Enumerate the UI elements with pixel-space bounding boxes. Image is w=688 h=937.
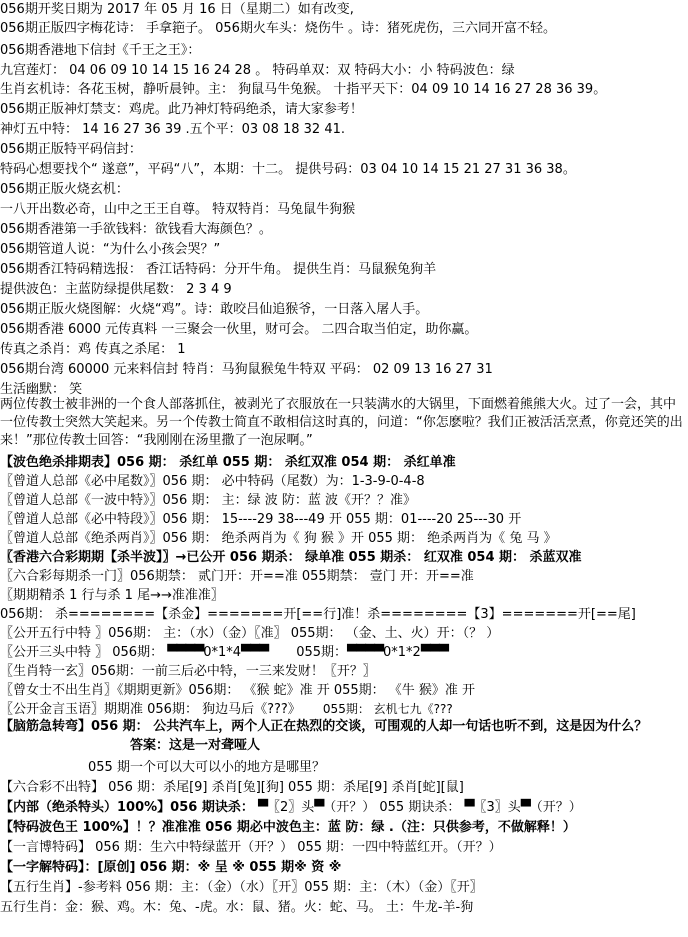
humor-title: 生活幽默： 笑 (0, 382, 83, 397)
three-head-055: 0*1*2 (383, 645, 421, 660)
three-head-055-label: 055期： (296, 645, 348, 660)
block-glyphs: ▀▀▀▀ (167, 645, 204, 660)
humor-story: 两位传教士被非洲的一个食人部落抓住，被剥光了衣服放在一只装满水的大锅里，下面燃着熊熊大火。过了一会，其中一位传教士突然大笑起来。另一个传教士简直不敢相信这时真的，问道：“你怎麽啦？我们正被活活烹煮，你竟还笑的出来！”那位传教士回答：“我刚刚在汤里撒了一泡尿啊。” (0, 397, 683, 448)
fax-kill: 传真之杀肖：鸡 传真之杀尾： 1 (0, 342, 186, 357)
nine-palace-lamp: 九宫莲灯： 04 06 09 10 14 15 16 24 28 。 特码单双：双 特码大小：小 特码波色：绿 (0, 63, 515, 78)
kill-one-gate: 〖六合彩每期杀一门〗056期禁： 贰门开：开==准 055期禁： 壹门 开：开==准 (0, 569, 474, 584)
divine-lamp-five: 神灯五中特： 14 16 27 36 39 .五个平：03 08 18 32 41. (0, 122, 346, 137)
golden-words-056: 〖公开金言玉语〗期期准 056期： 狗边马后《???》 (0, 702, 301, 717)
block-icon: ▀ (257, 800, 267, 815)
no-special: 【六合彩不出特】 056 期：杀尾[9] 杀肖[兔][狗] 055 期：杀尾[9] 杀肖[蛇][鼠] (0, 780, 464, 795)
wave-kill-schedule: 【波色绝杀排期表】056 期： 杀红单 055 期： 杀红双准 054 期： 杀红单准 (0, 455, 456, 470)
special-code-wish: 特码心想要找个“ 遂意”，平码“八”，本期：十二。 提供号码：03 04 10 14 15 21 27 31 36 38。 (0, 162, 576, 177)
one-eight-verse: 一八开出数必奇，山中之王王自尊。 特双特肖：马兔鼠牛狗猴 (0, 202, 356, 217)
special-flat-letter: 056期正版特平码信封： (0, 142, 142, 157)
xiangjiang-report: 056期香江特码精选报： 香江话特码：分开牛角。 提供生肖：马鼠猴兔狗羊 (0, 262, 437, 277)
zeng-says: 056期管道人说：“为什么小孩会哭？” (0, 242, 221, 257)
five-element-list: 五行生肖：金：猴、鸡。木：兔、-虎。水：鼠、猪。火：蛇、马。 土：牛龙-羊-狗 (0, 900, 474, 915)
golden-words (0, 700, 688, 719)
kill-metal-row: 056期： 杀========【杀金】=======开[==行]准！杀========【3】=======开[==尾] (0, 607, 636, 622)
wave-king: 【特码波色王 100%】！？准准准 056 期必中波色主：蓝 防：绿 .（注：只供参考，不做解释！） (0, 820, 576, 835)
hk-6000-fax: 056期香港 6000 元传真料 一三聚会一伙里，财可会。 二四合取当伯定，助你赢。 (0, 322, 478, 337)
ms-zeng-zodiac: 〖曾女士不出生肖〗《期期更新》056期： 《猴 蛇》准 开 055期： 《牛 猴》准 开 (0, 683, 476, 698)
four-char-poem: 056期正版四字梅花诗： 手拿筢子。 056期火车头：烧伤牛 。诗：猪死虎伤，三六同开富不轻。 (0, 21, 557, 36)
three-head (0, 643, 688, 662)
internal-kill-end: （开？） (529, 800, 582, 815)
block-glyphs: ▀▀▀▀ (347, 645, 384, 660)
golden-words-055: 055期： 玄机七九《??? (322, 702, 453, 716)
fire-mystery: 056期正版火烧玄机： (0, 182, 129, 197)
zodiac-mystery-poem: 生肖玄机诗：各花玉树，静听晨钟。主： 狗鼠马牛兔猴。 十指平天下：04 09 10 14 16 27 28 36 39。 (0, 82, 607, 97)
kill-two-zodiac: 〖曾道人总部《绝杀两肖》〗056 期： 绝杀两肖为《 狗 猴 》开 055 期： 绝杀两肖为《 兔 马 》 (0, 531, 557, 546)
precise-kill-title: 〖期期精杀 1 行与杀 1 尾→→准准准〗 (0, 588, 224, 603)
zodiac-one-mystery: 〖生肖特一玄〗056期：一前三后必中特，一三来发财！〖开？〗 (0, 664, 376, 679)
internal-kill-055: 〖3〗头 (473, 800, 521, 815)
three-head-056: 0*1*4 (203, 645, 242, 660)
wave-color-tail: 提供波色：主蓝防绿提供尾数： 2 3 4 9 (0, 282, 232, 297)
internal-kill-056-label: 【内部（绝杀特头）100%】056 期诀杀： (0, 800, 254, 815)
header-draw-date: 056期开奖日期为 2017 年 05 月 16 日（星期二）如有改变, (0, 2, 354, 17)
three-head-label: 〖公开三头中特 〗 056期： (0, 645, 164, 660)
internal-kill-head (0, 798, 688, 817)
tw-60000-letter: 056期台湾 60000 元来料信封 特肖：马狗鼠猴兔牛特双 平码： 02 09 13 16 27 31 (0, 362, 493, 377)
special-range: 〖曾道人总部《必中特段》〗056 期： 15----29 38---49 开 055 期：01----20 25---30 开 (0, 512, 522, 527)
hk-underground-letter: 056期香港地下信封《千王之王》： (0, 43, 201, 58)
hk-first-hand: 056期香港第一手欲钱料：欲钱看大海颜色？。 (0, 222, 272, 237)
hk-half-wave: 〖香港六合彩期期【杀半波】〗→已公开 056 期杀： 绿单准 055 期杀： 红双准 054 期： 杀蓝双准 (0, 550, 582, 565)
block-icon: ▀ (464, 800, 474, 815)
brain-teaser: 【脑筋急转弯】056 期： 公共汽车上，两个人正在热烈的交谈，可围观的人却一句话也听不到，这是因为什么？ (0, 719, 648, 734)
block-icon: ▀ (520, 800, 530, 815)
one-word-special: 【一言博特码】 056 期：生六中特绿蓝开（开？） 055 期：一四中特蓝红开。（开？） (0, 840, 502, 855)
block-icon: ▀ (314, 800, 324, 815)
divine-lamp-ban: 056期正版神灯禁支：鸡虎。此乃神灯特码绝杀，请大家参考！ (0, 102, 363, 117)
riddle-055: 055 期一个可以大可以小的地方是哪里？ (88, 760, 325, 775)
brain-teaser-answer: 答案：这是一对聋哑人 (130, 738, 261, 753)
five-element: 〖公开五行中特 〗056期： 主：（水）（金）〖准〗 055期： （金、土、火）开：（？ ） (0, 626, 500, 641)
one-wave: 〖曾道人总部《一波中特》〗056 期： 主：绿 波 防：蓝 波《开？？准》 (0, 493, 416, 508)
block-glyphs: ▀▀▀ (241, 645, 269, 660)
must-tail: 〖曾道人总部《必中尾数》〗056 期： 必中特码（尾数）为：1-3-9-0-4-8 (0, 474, 425, 489)
five-element-zodiac: 【五行生肖】-参考料 056 期：主：（金）（水）〖开〗055 期：主：（木）（金）〖开〗 (0, 880, 483, 895)
internal-kill-056: 〖2〗头 (266, 800, 315, 815)
one-char-special: 【一字解特码】：[原创] 056 期：※ 呈 ※ 055 期※ 资 ※ (0, 860, 342, 875)
fire-diagram: 056期正版火烧图解：火烧“鸡”。诗：敢咬吕仙追猴爷，一日落入屠人手。 (0, 302, 429, 317)
block-glyphs: ▀▀▀ (420, 645, 448, 660)
internal-kill-mid: （开？） 055 期诀杀： (323, 800, 461, 815)
